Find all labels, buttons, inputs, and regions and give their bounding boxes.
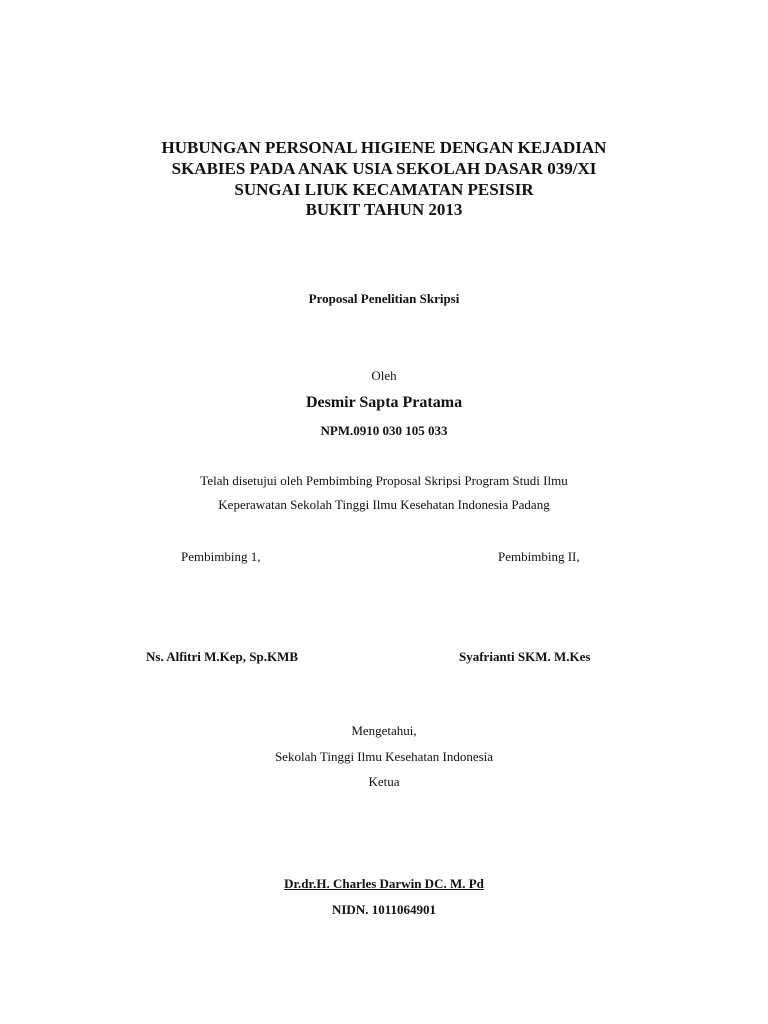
author-name: Desmir Sapta Pratama <box>305 394 463 411</box>
title-line-2: SKABIES PADA ANAK USIA SEKOLAH DASAR 039/XI <box>171 159 597 178</box>
title-line-3: SUNGAI LIUK KECAMATAN PESISIR <box>234 180 534 199</box>
head-name: Dr.dr.H. Charles Darwin DC. M. Pd <box>284 876 484 891</box>
document-type: Proposal Penelitian Skripsi <box>308 291 460 306</box>
advisor-2-name: Syafrianti SKM. M.Kes <box>459 649 591 664</box>
head-name-wrap <box>0 876 768 892</box>
head-nidn: NIDN. 1011064901 <box>331 902 436 917</box>
by-label: Oleh <box>371 368 397 383</box>
acknowledgement-label: Mengetahui, <box>351 723 417 738</box>
approval-line-1: Telah disetujui oleh Pembimbing Proposal Skripsi Program Studi Ilmu <box>200 473 568 488</box>
advisor-2-label: Pembimbing II, <box>498 549 580 564</box>
acknowledgement-institution: Sekolah Tinggi Ilmu Kesehatan Indonesia <box>274 749 494 764</box>
acknowledgement-role: Ketua <box>368 774 400 789</box>
advisor-1-label: Pembimbing 1, <box>181 549 261 564</box>
title-line-1: HUBUNGAN PERSONAL HIGIENE DENGAN KEJADIAN <box>161 138 607 157</box>
advisor-1-name: Ns. Alfitri M.Kep, Sp.KMB <box>146 649 299 664</box>
title-line-4: BUKIT TAHUN 2013 <box>305 200 463 219</box>
approval-line-2: Keperawatan Sekolah Tinggi Ilmu Kesehatan Indonesia Padang <box>218 497 550 512</box>
author-npm: NPM.0910 030 105 033 <box>320 423 448 438</box>
